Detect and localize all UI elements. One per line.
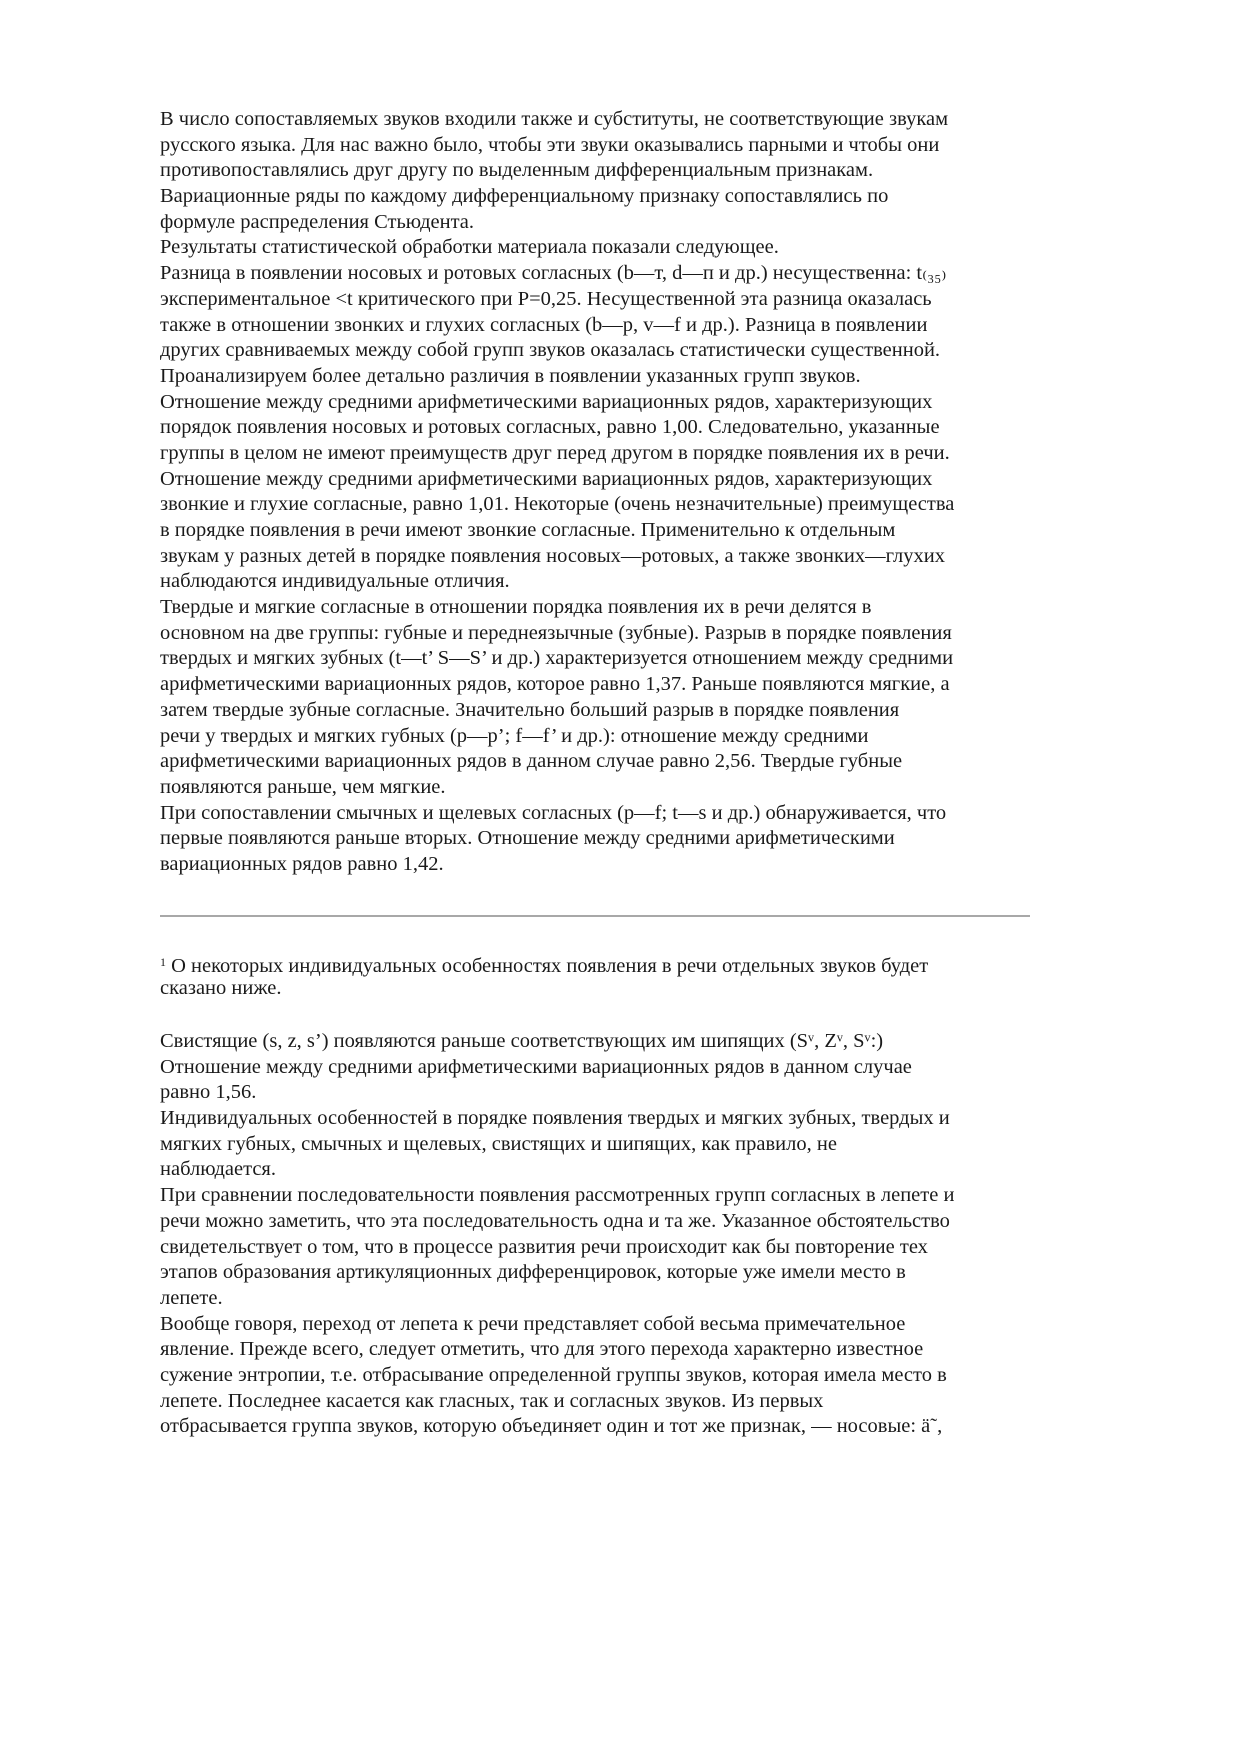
text-line: звукам у разных детей в порядке появления носовых—ротовых, а также звонких—глухих — [160, 544, 945, 567]
text-line: явление. Прежде всего, следует отметить, что для этого перехода характерно известное — [160, 1338, 924, 1361]
text-line: Вариационные ряды по каждому дифференциальному признаку сопоставлялись по — [160, 185, 889, 208]
text-line: наблюдается. — [160, 1158, 276, 1181]
text-line: отбрасывается группа звуков, которую объединяет один и тот же признак, — носовые: ä˜, — [160, 1415, 943, 1438]
text-line: Отношение между средними арифметическими вариационных рядов, характеризующих — [160, 467, 933, 490]
text-line: При сопоставлении смычных и щелевых согласных (p—f; t—s и др.) обнаруживается, что — [160, 801, 947, 824]
text-line: этапов образования артикуляционных дифференцировок, которые уже имели место в — [160, 1261, 906, 1284]
text-line: Отношение между средними арифметическими вариационных рядов, характеризующих — [160, 390, 933, 413]
text-line: Результаты статистической обработки материала показали следующее. — [160, 236, 779, 259]
text-line: сужение энтропии, т.е. отбрасывание определенной группы звуков, которая имела место в — [160, 1363, 947, 1386]
text-line: Вообще говоря, переход от лепета к речи представляет собой весьма примечательное — [160, 1312, 906, 1335]
footnote-line: сказано ниже. — [160, 976, 282, 999]
text-line: При сравнении последовательности появления рассмотренных групп согласных в лепете и — [160, 1184, 955, 1207]
text-line: мягких губных, смычных и щелевых, свистящих и шипящих, как правило, не — [160, 1132, 837, 1155]
text-line: звонкие и глухие согласные, равно 1,01. Некоторые (очень незначительные) преимущества — [160, 493, 955, 516]
text-line: арифметическими вариационных рядов, которое равно 1,37. Раньше появляются мягкие, а — [160, 673, 950, 696]
text-line: русского языка. Для нас важно было, чтобы эти звуки оказывались парными и чтобы они — [160, 133, 940, 156]
text-line: в порядке появления в речи имеют звонкие согласные. Применительно к отдельным — [160, 519, 896, 541]
text-line: равно 1,56. — [160, 1081, 257, 1104]
text-line: Проанализируем более детально различия в появлении указанных групп звуков. — [160, 364, 861, 387]
continuation-text-block — [160, 1029, 1040, 1440]
text-line: речи у твердых и мягких губных (p—p’; f—f’ и др.): отношение между средними — [160, 724, 869, 747]
footnote — [160, 950, 1040, 1001]
text-line: свидетельствует о том, что в процессе развития речи происходит как бы повторение тех — [160, 1235, 928, 1258]
text-line: речи можно заметить, что эта последовательность одна и та же. Указанное обстоятельство — [160, 1209, 950, 1232]
text-line: также в отношении звонких и глухих согласных (b—p, v—f и др.). Разница в появлении — [160, 313, 928, 336]
main-text-block — [160, 107, 1040, 878]
text-line: вариационных рядов равно 1,42. — [160, 852, 444, 875]
footnote-divider — [160, 915, 1030, 917]
text-line: порядок появления носовых и ротовых согласных, равно 1,00. Следовательно, указанные — [160, 416, 940, 439]
text-line: Разница в появлении носовых и ротовых согласных (b—т, d—п и др.) несущественна: t₍₃₅₎ — [160, 262, 947, 285]
footnote-text: О некоторых индивидуальных особенностях появления в речи отдельных звуков будет — [171, 955, 929, 977]
footnote-marker: 1 — [160, 955, 166, 969]
footnote-line — [160, 950, 1040, 976]
text-line: твердых и мягких зубных (t—t’ S—S’ и др.) характеризуется отношением между средними — [160, 647, 954, 670]
text-line: В число сопоставляемых звуков входили также и субституты, не соответствующие звукам — [160, 108, 949, 130]
text-line: Твердые и мягкие согласные в отношении порядка появления их в речи делятся в — [160, 596, 872, 619]
text-line: Отношение между средними арифметическими вариационных рядов в данном случае — [160, 1055, 912, 1078]
text-line: появляются раньше, чем мягкие. — [160, 775, 446, 798]
text-line: группы в целом не имеют преимуществ друг перед другом в порядке появления их в речи. — [160, 441, 950, 464]
text-line: наблюдаются индивидуальные отличия. — [160, 570, 510, 593]
text-line: лепете. Последнее касается как гласных, так и согласных звуков. Из первых — [160, 1389, 824, 1412]
text-line: Индивидуальных особенностей в порядке появления твердых и мягких зубных, твердых и — [160, 1107, 950, 1130]
text-line: Свистящие (s, z, s’) появляются раньше соответствующих им шипящих (Sᵛ, Zᵛ, Sᵛ:) — [160, 1030, 884, 1052]
text-line: первые появляются раньше вторых. Отношение между средними арифметическими — [160, 827, 895, 850]
text-line: арифметическими вариационных рядов в данном случае равно 2,56. Твердые губные — [160, 750, 903, 773]
text-line: других сравниваемых между собой групп звуков оказалась статистически существенной. — [160, 339, 941, 362]
text-line: формуле распределения Стьюдента. — [160, 210, 475, 233]
text-line: экспериментальное <t критического при P=0,25. Несущественной эта разница оказалась — [160, 287, 932, 310]
text-line: основном на две группы: губные и переднеязычные (зубные). Разрыв в порядке появления — [160, 621, 952, 644]
text-line: затем твердые зубные согласные. Значительно больший разрыв в порядке появления — [160, 698, 900, 721]
text-line: лепете. — [160, 1286, 223, 1309]
text-line: противопоставлялись друг другу по выделенным дифференциальным признакам. — [160, 159, 874, 182]
